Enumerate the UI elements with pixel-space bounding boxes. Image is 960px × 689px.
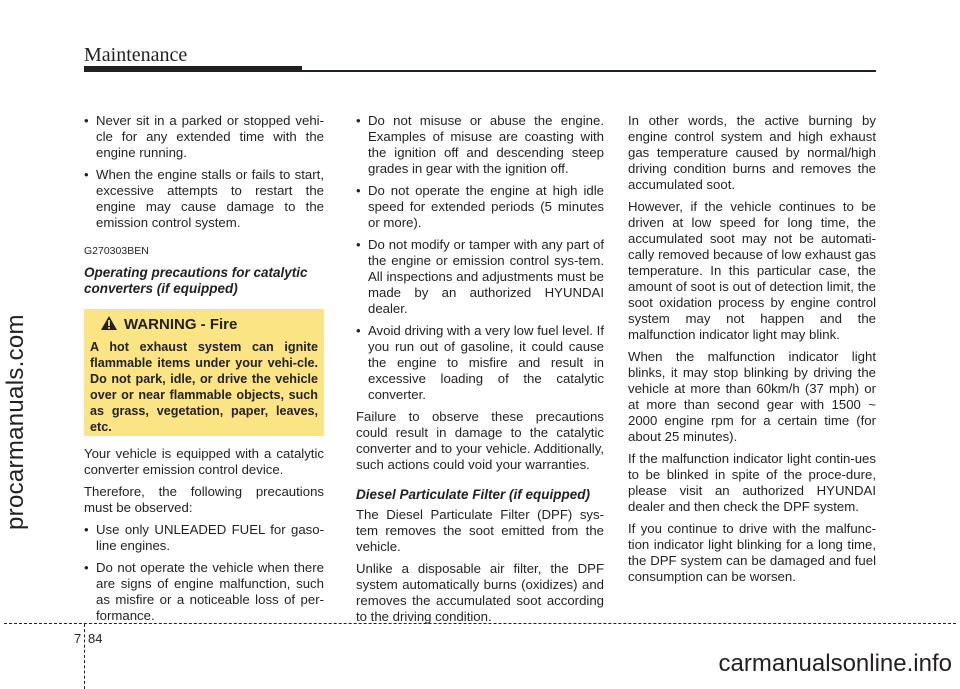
paragraph: Therefore, the following precautions must be observed: [84, 484, 324, 515]
warning-box [84, 309, 324, 436]
list-item: • Use only UNLEADED FUEL for gaso-line engines. [84, 522, 324, 554]
bottom-watermark: carmanualsonline.info [718, 650, 952, 677]
list-item: • Avoid driving with a very low fuel level. If you run out of gasoline, it could cause the engine to misfire and result in excessive loading of the catalytic converter. [356, 323, 604, 403]
warning-title: WARNING - Fire [124, 316, 238, 333]
list-item: • Do not misuse or abuse the engine. Examples of misuse are coasting with the ignition off and descending steep grades in gear with the ignition off. [356, 113, 604, 177]
paragraph: Your vehicle is equipped with a catalytic converter emission control device. [84, 446, 324, 477]
paragraph: If you continue to drive with the malfunc-tion indicator light blinking for a long time, the DPF system can be damaged and fuel consumption can be worsen. [628, 521, 876, 584]
warning-title-row [100, 315, 318, 335]
paragraph: If the malfunction indicator light contin-ues to be blinked in spite of the proce-dure, please visit an authorized HYUNDAI dealer and then check the DPF system. [628, 451, 876, 514]
list-item: • When the engine stalls or fails to start, excessive attempts to restart the engine may cause damage to the emission control system. [84, 167, 324, 231]
paragraph: The Diesel Particulate Filter (DPF) sys-tem removes the soot emitted from the vehicle. [356, 507, 604, 554]
bullet-list-top [84, 113, 324, 231]
footer-rule [4, 623, 956, 624]
list-item: • Never sit in a parked or stopped vehi-cle for any extended time with the engine running. [84, 113, 324, 161]
warning-text: A hot exhaust system can ignite flammable items under your vehi-cle. Do not park, idle, or drive the vehicle over or near flammable objects, such as grass, vegetation, paper, leaves, etc. [90, 340, 318, 434]
paragraph: In other words, the active burning by engine control system and high exhaust gas temperature caused by normal/high driving condition burns and removes the accumulated soot. [628, 113, 876, 192]
side-watermark: procarmanuals.com [2, 314, 29, 530]
section-heading-dpf: Diesel Particulate Filter (if equipped) [356, 487, 591, 502]
chapter-number: 7 [74, 631, 82, 646]
bullet-list [356, 113, 604, 403]
page-title: Maintenance [84, 44, 188, 66]
header-rule-thin [302, 70, 876, 72]
paragraph: Unlike a disposable air filter, the DPF system automatically burns (oxidizes) and removes the accumulated soot according to the driving condition. [356, 561, 604, 624]
paragraph: Failure to observe these precautions could result in damage to the catalytic converter and to your vehicle. Additionally, such actions could void your warranties. [356, 409, 604, 472]
header-rule-thick [84, 66, 302, 72]
bullet-list-bottom [84, 522, 324, 624]
section-heading-catalytic: Operating precautions for catalytic converters (if equipped) [84, 265, 308, 296]
paragraph: When the malfunction indicator light blinks, it may stop blinking by driving the vehicle at more than 60km/h (37 mph) or at more than second gear with 1500 ~ 2000 engine rpm for a certain time (for about 25 minutes). [628, 349, 876, 444]
list-item: • Do not operate the vehicle when there are signs of engine malfunction, such as misfire or a noticeable loss of per-formance. [84, 560, 324, 624]
section-code: G270303BEN [84, 245, 149, 257]
column-3 [628, 113, 876, 591]
list-item: • Do not operate the engine at high idle speed for extended periods (5 minutes or more). [356, 183, 604, 231]
warning-triangle-icon [100, 315, 118, 335]
footer-divider [84, 624, 85, 689]
page-number: 84 [88, 631, 103, 646]
column-1 [84, 113, 324, 630]
list-item: • Do not modify or tamper with any part of the engine or emission control sys-tem. All inspections and adjustments must be made by an authorized HYUNDAI dealer. [356, 237, 604, 317]
paragraph: However, if the vehicle continues to be driven at low speed for long time, the accumulated soot may not be automati-cally removed because of low exhaust gas temperature. In this particular case, the amount of soot is out of detection limit, the soot oxidation process by engine control system may not happen and the malfunction indicator light may blink. [628, 199, 876, 342]
column-2 [356, 113, 604, 631]
